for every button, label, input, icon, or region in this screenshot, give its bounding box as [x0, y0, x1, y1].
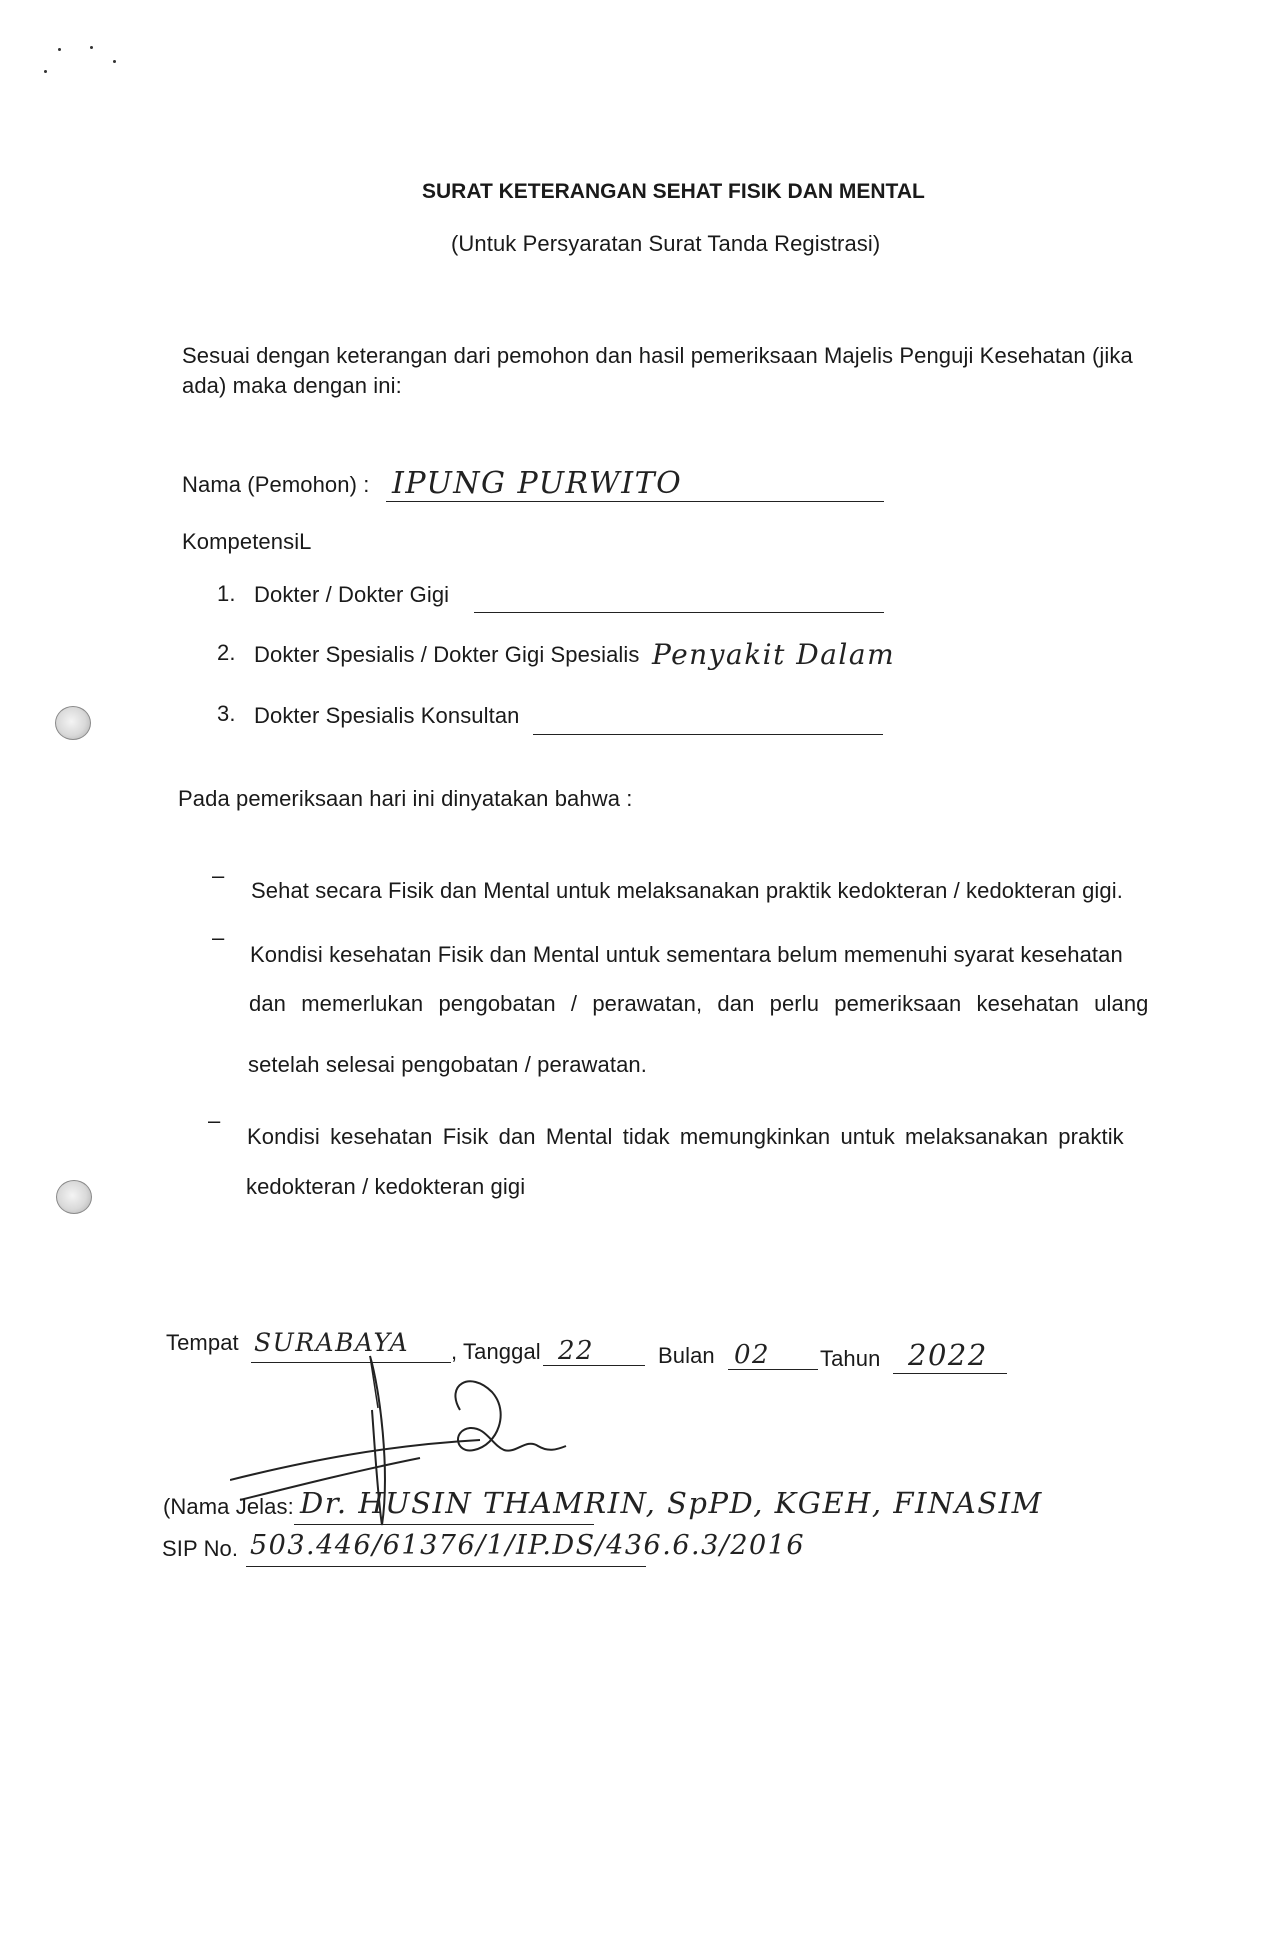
tahun-label: Tahun [820, 1346, 881, 1371]
tempat-label: Tempat [166, 1330, 239, 1355]
nama-label: Nama (Pemohon) : [182, 472, 370, 497]
document-title: SURAT KETERANGAN SEHAT FISIK DAN MENTAL [422, 180, 925, 203]
nama-underline [386, 501, 884, 502]
bulan-label: Bulan [658, 1343, 715, 1368]
kompetensi-item-2-value: Penyakit Dalam [652, 638, 896, 671]
statement-2-line-3: setelah selesai pengobatan / perawatan. [248, 1052, 647, 1077]
tanggal-label: , Tanggal [451, 1339, 541, 1364]
kompetensi-item-2-number: 2. [217, 640, 236, 665]
examination-intro: Pada pemeriksaan hari ini dinyatakan bahwa : [178, 786, 633, 811]
bulan-underline [728, 1369, 818, 1370]
kompetensi-item-1-label: Dokter / Dokter Gigi [254, 582, 450, 607]
kompetensi-item-1-line [474, 612, 884, 613]
nama-jelas-value: Dr. HUSIN THAMRIN, SpPD, KGEH, FINASIM [300, 1486, 1043, 1520]
sip-value: 503.446/61376/1/IP.DS/436.6.3/2016 [250, 1530, 806, 1561]
statement-1-line-1: Sehat secara Fisik dan Mental untuk melaksanakan praktik kedokteran / kedokteran gigi. [251, 878, 1123, 903]
scan-speck [44, 70, 47, 73]
statement-3-dash: – [208, 1108, 221, 1133]
tanggal-value: 22 [558, 1336, 595, 1366]
sip-label: SIP No. [162, 1536, 239, 1561]
intro-text-line-2: ada) maka dengan ini: [182, 373, 402, 398]
statement-3-line-2: kedokteran / kedokteran gigi [246, 1174, 526, 1199]
tempat-value: SURABAYA [254, 1328, 410, 1357]
tahun-value: 2022 [908, 1338, 988, 1372]
scan-speck [90, 46, 93, 49]
nama-jelas-underline [294, 1524, 594, 1525]
kompetensi-item-3-line [533, 734, 883, 735]
sip-underline [246, 1566, 646, 1567]
punch-hole-bottom [56, 1180, 92, 1214]
scan-speck [58, 48, 61, 51]
document-subtitle: (Untuk Persyaratan Surat Tanda Registrasi) [451, 231, 881, 256]
kompetensi-item-3-number: 3. [217, 701, 236, 726]
statement-2-dash: – [212, 925, 225, 950]
statement-2-line-1: Kondisi kesehatan Fisik dan Mental untuk sementara belum memenuhi syarat kesehatan [250, 942, 1123, 967]
tahun-underline [893, 1373, 1007, 1374]
kompetensi-item-1-number: 1. [217, 581, 236, 606]
nama-jelas-label: (Nama Jelas: [163, 1494, 294, 1519]
statement-3-line-1: Kondisi kesehatan Fisik dan Mental tidak memungkinkan untuk melaksanakan praktik [247, 1124, 1124, 1149]
statement-1-dash: – [212, 863, 225, 888]
signature [230, 1350, 650, 1550]
punch-hole-top [55, 706, 91, 740]
kompetensi-label: KompetensiL [182, 529, 312, 554]
nama-value: IPUNG PURWITO [392, 466, 683, 501]
bulan-value: 02 [734, 1340, 771, 1370]
kompetensi-item-3-label: Dokter Spesialis Konsultan [254, 703, 520, 728]
intro-text-line-1: Sesuai dengan keterangan dari pemohon dan hasil pemeriksaan Majelis Penguji Kesehatan (jika [182, 343, 1133, 368]
kompetensi-item-2-label: Dokter Spesialis / Dokter Gigi Spesialis [254, 642, 640, 667]
statement-2-line-2: dan memerlukan pengobatan / perawatan, dan perlu pemeriksaan kesehatan ulang [249, 991, 1149, 1016]
scan-speck [113, 60, 116, 63]
